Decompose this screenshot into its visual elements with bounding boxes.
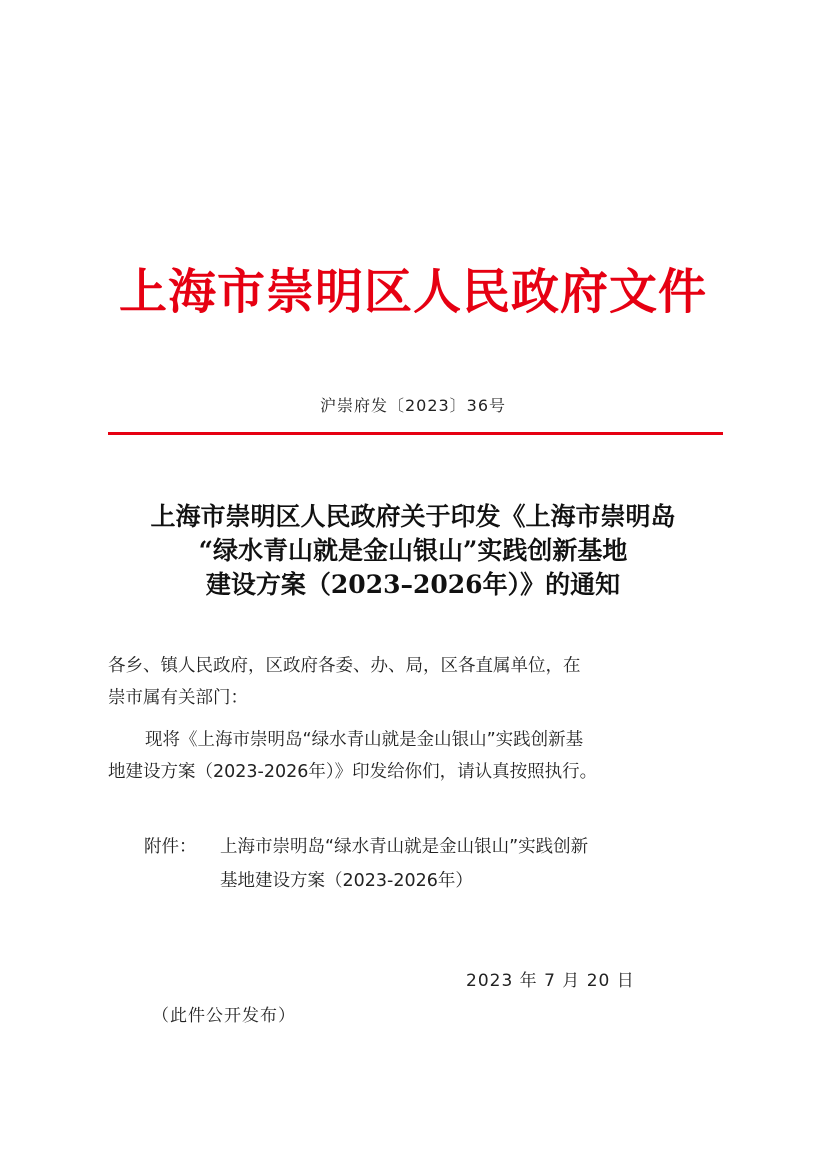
- body-paragraph: [108, 724, 728, 788]
- document-number: 沪崇府发〔2023〕36号: [319, 396, 507, 415]
- notice-title-line-1: 上海市崇明区人民政府关于印发《上海市崇明岛: [150, 502, 676, 531]
- notice-title-line-2: “绿水青山就是金山银山”实践创新基地: [198, 536, 628, 565]
- attachment-label: 附件：: [144, 837, 197, 857]
- attachment-block: [144, 830, 588, 898]
- document-header-title: 上海市崇明区人民政府文件: [118, 264, 707, 320]
- issue-date: 2023 年 7 月 20 日: [466, 971, 635, 991]
- addressee-line-2: 崇市属有关部门：: [108, 688, 248, 708]
- red-divider-line: [108, 432, 723, 435]
- attachment-line-1: 上海市崇明岛“绿水青山就是金山银山”实践创新: [220, 837, 589, 857]
- body-paragraph-line-2: 地建设方案（2023-2026年）》印发给你们，请认真按照执行。: [108, 762, 598, 782]
- addressee-line-1: 各乡、镇人民政府，区政府各委、办、局，区各直属单位，在: [108, 656, 581, 676]
- addressee-block: [108, 650, 728, 714]
- publish-note: （此件公开发布）: [152, 1006, 296, 1026]
- notice-title-line-3: 建设方案（2023–2026年）》的通知: [205, 570, 621, 599]
- notice-title: [60, 500, 766, 602]
- body-paragraph-line-1: 现将《上海市崇明岛“绿水青山就是金山银山”实践创新基: [145, 730, 584, 750]
- attachment-line-2: 基地建设方案（2023-2026年）: [220, 871, 473, 891]
